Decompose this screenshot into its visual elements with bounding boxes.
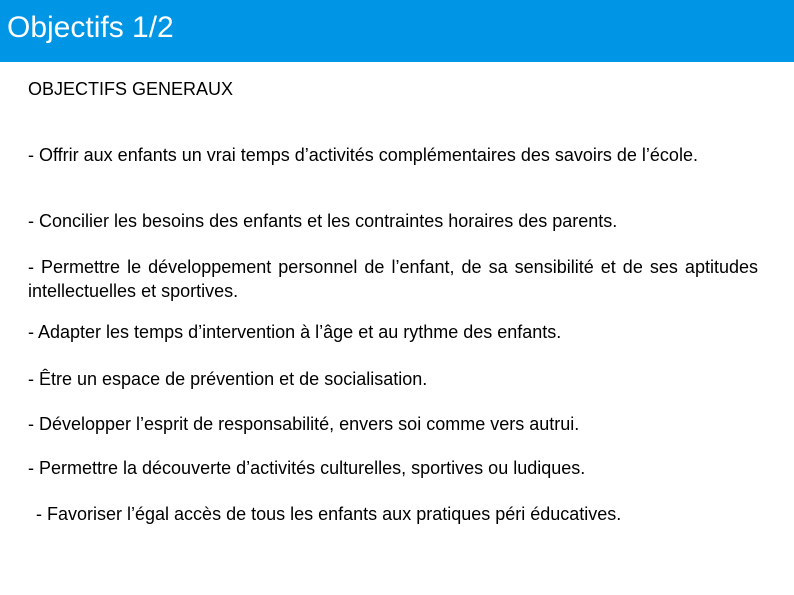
slide-title: Objectifs 1/2 xyxy=(7,11,174,44)
objective-item-5: - Être un espace de prévention et de socialisation. xyxy=(28,369,428,389)
objective-item-1: - Offrir aux enfants un vrai temps d’activités complémentaires des savoirs de l’école. xyxy=(28,145,698,165)
objective-item-7: - Permettre la découverte d’activités culturelles, sportives ou ludiques. xyxy=(28,458,586,478)
objective-item-6: - Développer l’esprit de responsabilité, envers soi comme vers autrui. xyxy=(28,414,580,434)
objective-item-3: - Permettre le développement personnel de l’enfant, de sa sensibilité et de ses aptitudes intellectuelles et sportives. xyxy=(28,257,758,301)
title-bar xyxy=(0,0,794,62)
objective-item-2: - Concilier les besoins des enfants et les contraintes horaires des parents. xyxy=(28,211,618,231)
objective-item-8: - Favoriser l’égal accès de tous les enfants aux pratiques péri éducatives. xyxy=(36,504,622,524)
section-heading: OBJECTIFS GENERAUX xyxy=(28,79,234,99)
objective-item-4: - Adapter les temps d’intervention à l’âge et au rythme des enfants. xyxy=(28,322,562,342)
